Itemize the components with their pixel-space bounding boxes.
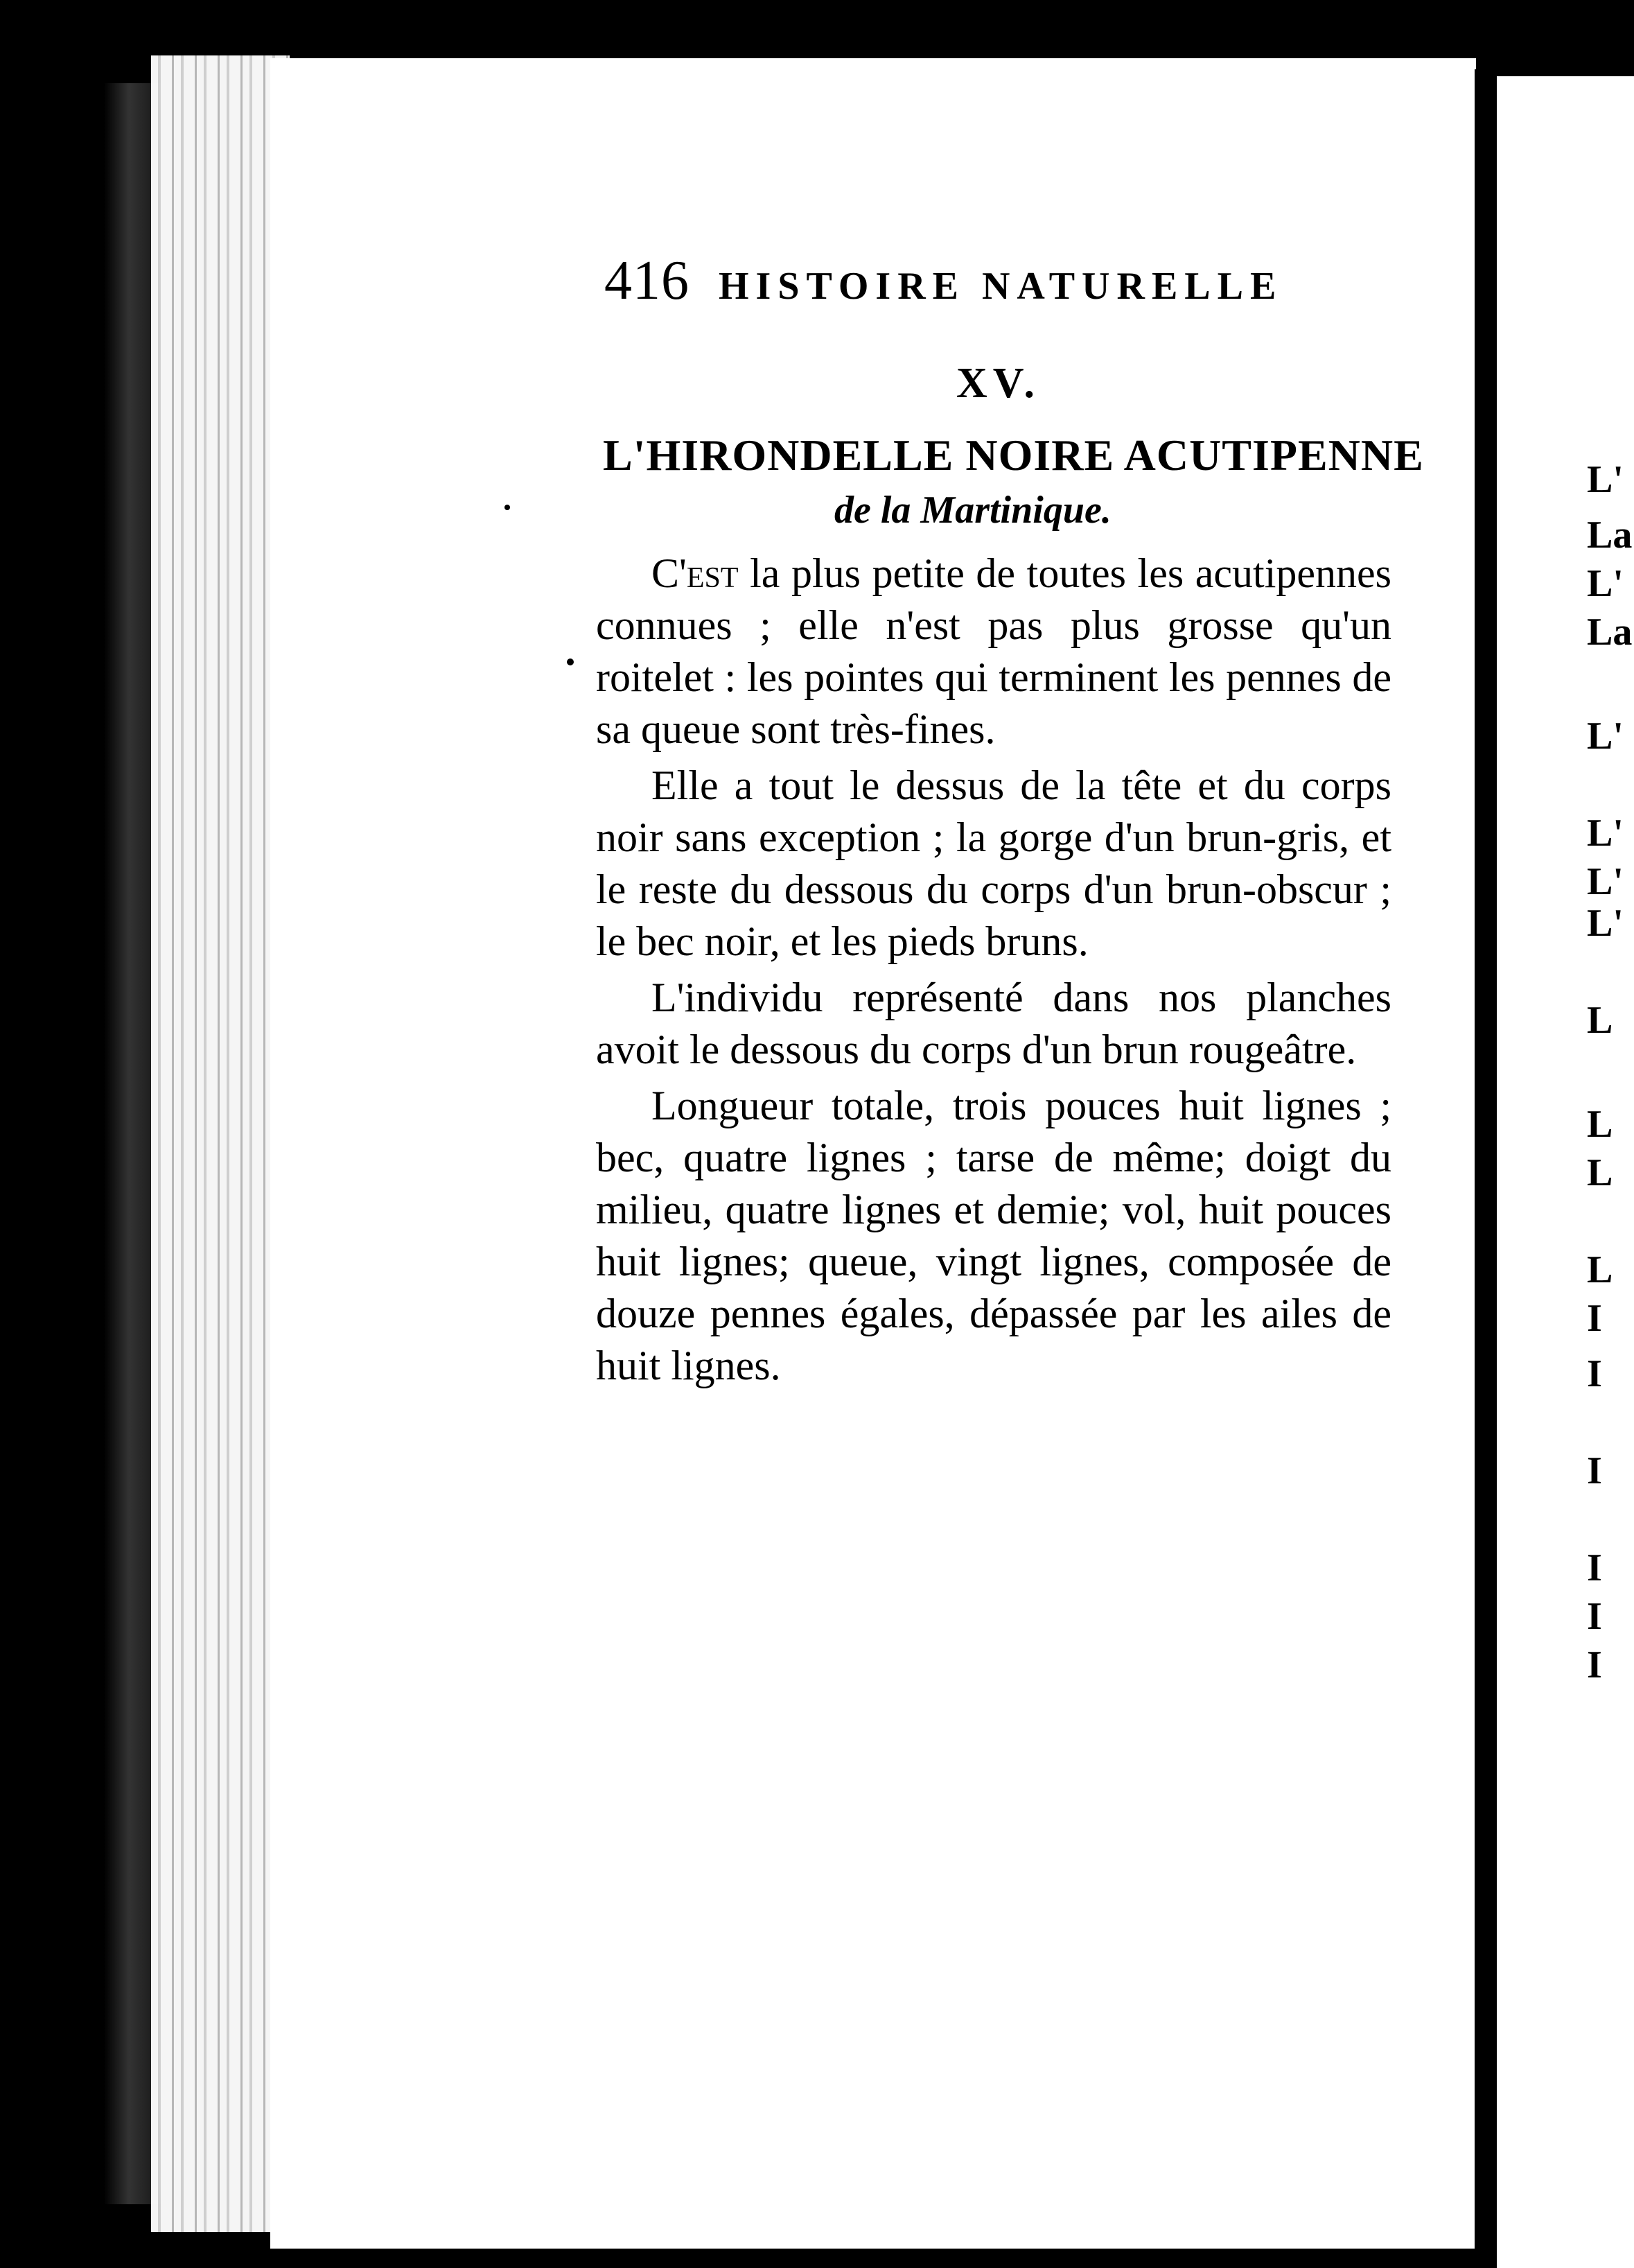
facing-page-letter: I	[1587, 1546, 1602, 1589]
paragraph-text: Longueur totale, trois pouces huit lignes ; bec, quatre lignes ; tarse de même; doigt du milieu, quatre lignes et demie; vol, huit pouces huit lignes; queue, vingt lignes, composée de douze pennes égales, dépassée par les ailes de huit lignes.	[596, 1083, 1391, 1388]
paragraph	[596, 972, 1391, 1076]
chapter-subtitle: de la Martinique.	[834, 489, 1112, 532]
facing-page-letter: I	[1587, 1643, 1602, 1686]
facing-page-letter: L	[1587, 1248, 1613, 1291]
facing-page-text	[1587, 0, 1634, 2268]
paragraph-text: Elle a tout le dessus de la tête et du corps noir sans exception ; la gorge d'un brun-gris, et le reste du dessous du corps d'un brun-obscur ; le bec noir, et les pieds bruns.	[596, 762, 1391, 964]
ink-speck	[567, 658, 574, 665]
page-edges	[151, 55, 290, 2232]
facing-page-letter: I	[1587, 1449, 1602, 1492]
facing-page-letter: L	[1587, 1151, 1613, 1194]
facing-page-letter: L'	[1587, 902, 1624, 945]
facing-page-letter: I	[1587, 1297, 1602, 1340]
facing-page-letter: L'	[1587, 860, 1624, 903]
facing-page-letter: I	[1587, 1352, 1602, 1395]
facing-page-letter: L'	[1587, 715, 1624, 758]
running-title: HISTOIRE NATURELLE	[719, 265, 1283, 308]
page-number: 416	[604, 250, 689, 311]
chapter-number: XV.	[956, 360, 1041, 407]
facing-page-letter: La	[1587, 611, 1633, 654]
facing-page-letter: La	[1587, 514, 1633, 557]
chapter-title: L'HIRONDELLE NOIRE ACUTIPENNE	[603, 430, 1424, 480]
body-text	[596, 548, 1391, 1396]
running-head	[604, 250, 1283, 313]
paragraph-text: la plus petite de toutes les acutipennes connues ; elle n'est pas plus grosse qu'un roitelet : les pointes qui terminent les pennes de sa queue sont très-fines.	[596, 550, 1391, 752]
paragraph	[596, 760, 1391, 968]
facing-page-letter: L	[1587, 1103, 1613, 1146]
paragraph-text: L'individu représenté dans nos planches avoit le dessous du corps d'un brun rougeâtre.	[596, 975, 1391, 1072]
facing-page-letter: L'	[1587, 458, 1624, 501]
facing-page-letter: I	[1587, 1595, 1602, 1638]
book-gutter	[1475, 69, 1498, 2268]
paragraph	[596, 548, 1391, 756]
ink-speck	[504, 505, 510, 510]
facing-page-letter: L'	[1587, 562, 1624, 605]
facing-page-letter: L'	[1587, 812, 1624, 855]
facing-page-letter: L	[1587, 999, 1613, 1042]
paragraph-lead: C'est	[651, 550, 739, 596]
paragraph	[596, 1080, 1391, 1392]
